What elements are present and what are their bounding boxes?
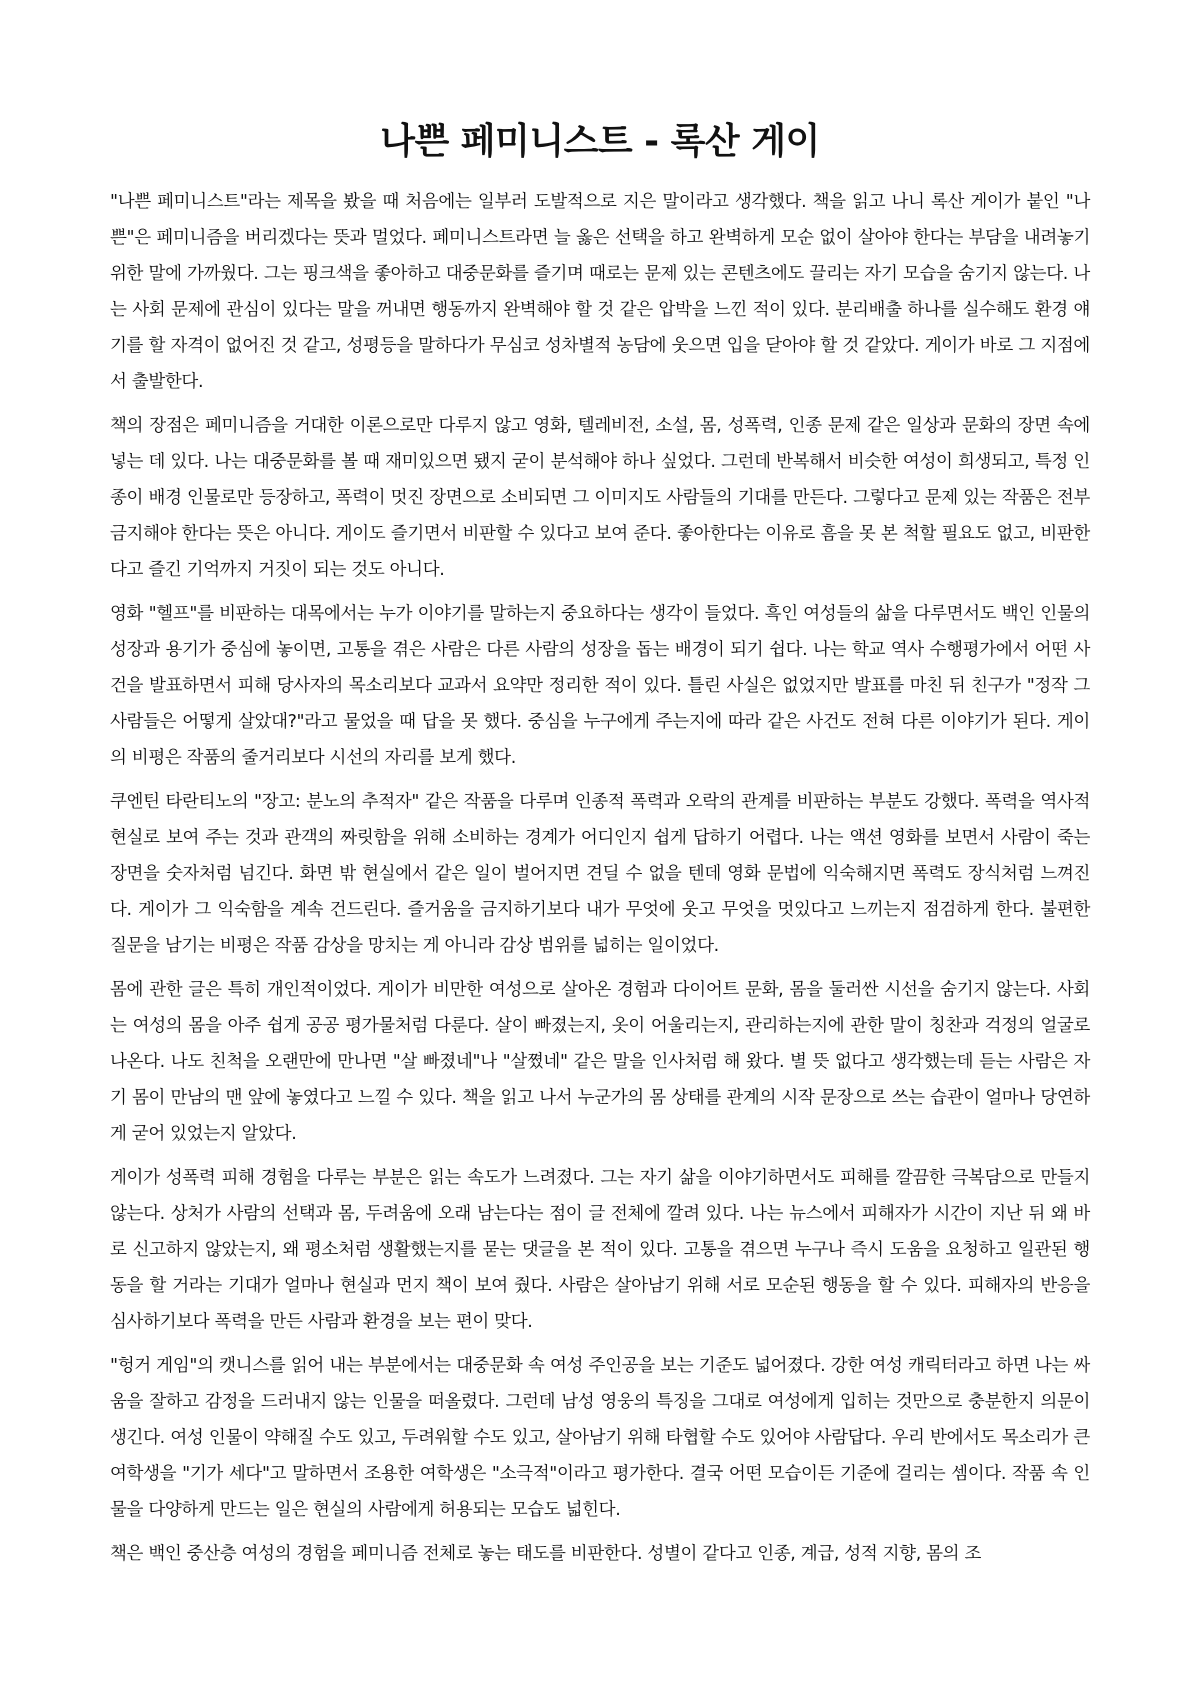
paragraph-7: "헝거 게임"의 캣니스를 읽어 내는 부분에서는 대중문화 속 여성 주인공을 보는 기준도 넓어졌다. 강한 여성 캐릭터라고 하면 나는 싸움을 잘하고 감정을 드러내지 않는 인물을 떠올렸다. 그런데 남성 영웅의 특징을 그대로 여성에게 입히는 것만으로 충분한지 의문이 생긴다. 여성 인물이 약해질 수도 있고, 두려워할 수도 있고, 살아남기 위해 타협할 수도 있어야 사람답다. 우리 반에서도 목소리가 큰 여학생을 "기가 세다"고 말하면서 조용한 여학생은 "소극적"이라고 평가한다. 결국 어떤 모습이든 기준에 걸리는 셈이다. 작품 속 인물을 다양하게 만드는 일은 현실의 사람에게 허용되는 모습도 넓힌다. [110, 1356, 1090, 1520]
paragraph-3: 영화 "헬프"를 비판하는 대목에서는 누가 이야기를 말하는지 중요하다는 생각이 들었다. 흑인 여성들의 삶을 다루면서도 백인 인물의 성장과 용기가 중심에 놓이면, 고통을 겪은 사람은 다른 사람의 성장을 돕는 배경이 되기 쉽다. 나는 학교 역사 수행평가에서 어떤 사건을 발표하면서 피해 당사자의 목소리보다 교과서 요약만 정리한 적이 있다. 틀린 사실은 없었지만 발표를 마친 뒤 친구가 "정작 그 사람들은 어떻게 살았대?"라고 물었을 때 답을 못 했다. 중심을 누구에게 주는지에 따라 같은 사건도 전혀 다른 이야기가 된다. 게이의 비평은 작품의 줄거리보다 시선의 자리를 보게 했다. [110, 604, 1090, 768]
paragraph-8: 책은 백인 중산층 여성의 경험을 페미니즘 전체로 놓는 태도를 비판한다. 성별이 같다고 인종, 계급, 성적 지향, 몸의 조 [110, 1544, 981, 1564]
paragraph-5: 몸에 관한 글은 특히 개인적이었다. 게이가 비만한 여성으로 살아온 경험과 다이어트 문화, 몸을 둘러싼 시선을 숨기지 않는다. 사회는 여성의 몸을 아주 쉽게 공공 평가물처럼 다룬다. 살이 빠졌는지, 옷이 어울리는지, 관리하는지에 관한 말이 칭찬과 걱정의 얼굴로 나온다. 나도 친척을 오랜만에 만나면 "살 빠졌네"나 "살쪘네" 같은 말을 인사처럼 해 왔다. 별 뜻 없다고 생각했는데 듣는 사람은 자기 몸이 만남의 맨 앞에 놓였다고 느낄 수 있다. 책을 읽고 나서 누군가의 몸 상태를 관계의 시작 문장으로 쓰는 습관이 얼마나 당연하게 굳어 있었는지 알았다. [110, 980, 1090, 1144]
paragraph-4: 쿠엔틴 타란티노의 "장고: 분노의 추적자" 같은 작품을 다루며 인종적 폭력과 오락의 관계를 비판하는 부분도 강했다. 폭력을 역사적 현실로 보여 주는 것과 관객의 짜릿함을 위해 소비하는 경계가 어디인지 쉽게 답하기 어렵다. 나는 액션 영화를 보면서 사람이 죽는 장면을 숫자처럼 넘긴다. 화면 밖 현실에서 같은 일이 벌어지면 견딜 수 없을 텐데 영화 문법에 익숙해지면 폭력도 장식처럼 느껴진다. 게이가 그 익숙함을 계속 건드린다. 즐거움을 금지하기보다 내가 무엇에 웃고 무엇을 멋있다고 느끼는지 점검하게 한다. 불편한 질문을 남기는 비평은 작품 감상을 망치는 게 아니라 감상 범위를 넓히는 일이었다. [110, 792, 1090, 956]
document-body [110, 184, 1090, 1572]
paragraph-6: 게이가 성폭력 피해 경험을 다루는 부분은 읽는 속도가 느려졌다. 그는 자기 삶을 이야기하면서도 피해를 깔끔한 극복담으로 만들지 않는다. 상처가 사람의 선택과 몸, 두려움에 오래 남는다는 점이 글 전체에 깔려 있다. 나는 뉴스에서 피해자가 시간이 지난 뒤 왜 바로 신고하지 않았는지, 왜 평소처럼 생활했는지를 묻는 댓글을 본 적이 있다. 고통을 겪으면 누구나 즉시 도움을 요청하고 일관된 행동을 할 거라는 기대가 얼마나 현실과 먼지 책이 보여 줬다. 사람은 살아남기 위해 서로 모순된 행동을 할 수 있다. 피해자의 반응을 심사하기보다 폭력을 만든 사람과 환경을 보는 편이 맞다. [110, 1168, 1090, 1332]
paragraph-2: 책의 장점은 페미니즘을 거대한 이론으로만 다루지 않고 영화, 텔레비전, 소설, 몸, 성폭력, 인종 문제 같은 일상과 문화의 장면 속에 넣는 데 있다. 나는 대중문화를 볼 때 재미있으면 됐지 굳이 분석해야 하나 싶었다. 그런데 반복해서 비슷한 여성이 희생되고, 특정 인종이 배경 인물로만 등장하고, 폭력이 멋진 장면으로 소비되면 그 이미지도 사람들의 기대를 만든다. 그렇다고 문제 있는 작품은 전부 금지해야 한다는 뜻은 아니다. 게이도 즐기면서 비판할 수 있다고 보여 준다. 좋아한다는 이유로 흠을 못 본 척할 필요도 없고, 비판한다고 즐긴 기억까지 거짓이 되는 것도 아니다. [110, 416, 1090, 580]
paragraph-1: "나쁜 페미니스트"라는 제목을 봤을 때 처음에는 일부러 도발적으로 지은 말이라고 생각했다. 책을 읽고 나니 록산 게이가 붙인 "나쁜"은 페미니즘을 버리겠다는 뜻과 멀었다. 페미니스트라면 늘 옳은 선택을 하고 완벽하게 모순 없이 살아야 한다는 부담을 내려놓기 위한 말에 가까웠다. 그는 핑크색을 좋아하고 대중문화를 즐기며 때로는 문제 있는 콘텐츠에도 끌리는 자기 모습을 숨기지 않는다. 나는 사회 문제에 관심이 있다는 말을 꺼내면 행동까지 완벽해야 할 것 같은 압박을 느낀 적이 있다. 분리배출 하나를 실수해도 환경 얘기를 할 자격이 없어진 것 같고, 성평등을 말하다가 무심코 성차별적 농담에 웃으면 입을 닫아야 할 것 같았다. 게이가 바로 그 지점에서 출발한다. [110, 192, 1090, 392]
document-title: 나쁜 페미니스트 - 록산 게이 [380, 121, 820, 162]
